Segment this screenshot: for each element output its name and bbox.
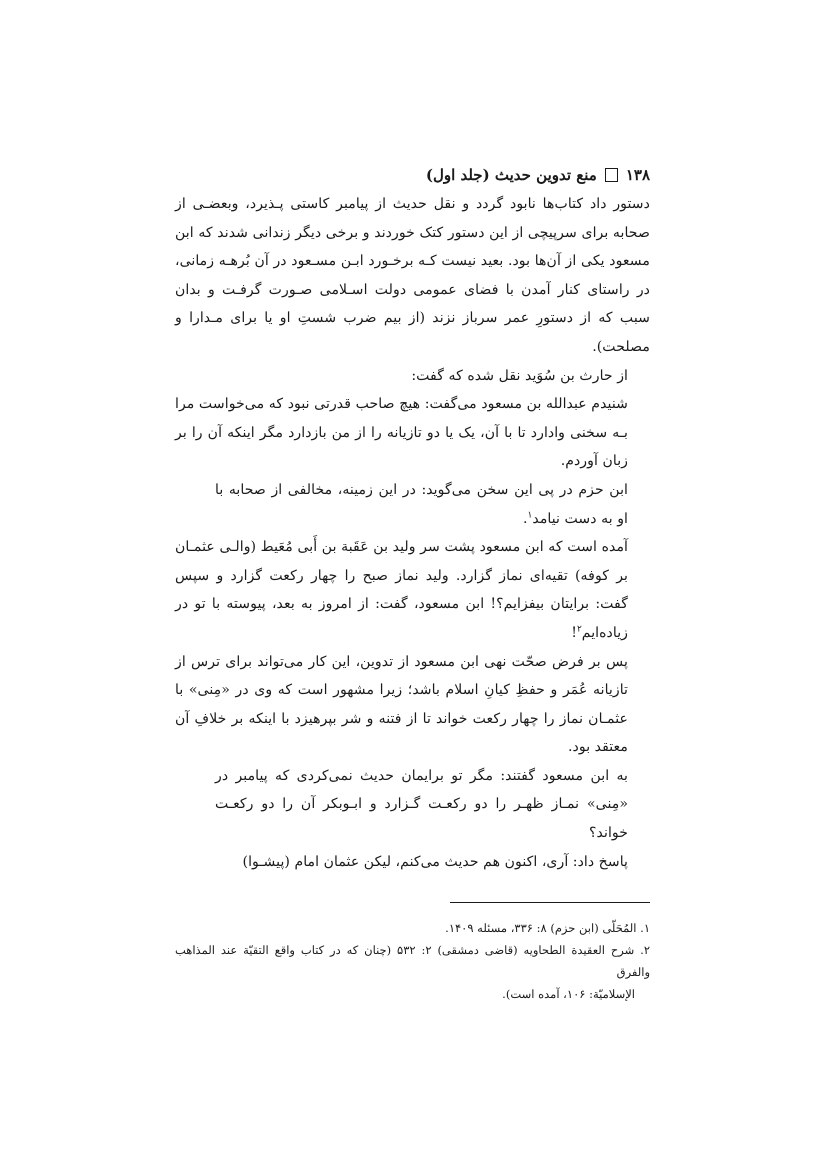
book-title: منع تدوین حدیث (جلد اول) — [425, 165, 597, 184]
paragraph-2: از حارث بن سُوَید نقل شده که گفت: — [411, 367, 628, 384]
footnote-number: ۱. — [640, 921, 650, 936]
page-content — [175, 160, 650, 1005]
quote-ibn-masud — [175, 390, 650, 476]
footnotes — [175, 917, 650, 1005]
page-number: ۱۳۸ — [625, 165, 650, 184]
paragraph-7: به ابن مسعود گفتند: مگر تو برایمان حدیث نمی‌کردی که پیامبر در «مِنی» نمـاز ظهـر را دو رکعـت گـزارد و ابـوبکر آن را دو رکعـت خواند؟ — [215, 767, 628, 842]
quote-text: شنیدم عبدالله بن مسعود می‌گفت: هیچ صاحب قدرتی نبود که می‌خواست مرا بـه سخنی وادارد تا با آن، یک یا دو تازیانه را از من بازدارد مگر اینکه آن را بر زبان آوردم. — [175, 396, 628, 470]
paragraph-1: دستور داد کتاب‌ها نابود گردد و نقل حدیث از پیامبر کاستی پـذیرد، وبعضـی از صحابه برای سرپیچی از این دستور کتک خوردند و برخی دیگر زندانی شدند که ابن مسعود یکی از آن‌ها بود. بعید نیست کـه برخـورد ابـن مسـعود در آن بُرهـه زمانی، در راستای کنار آمدن با فضای عمومی دولت اسـلامی صـورت گرفـت و بدان سبب که از دستورِ عمر سرباز نزند (از بیم ضرب شستِ او یا برای مـدارا و مصلحت). — [175, 196, 650, 355]
walid-text: آمده است که ابن مسعود پشت سر ولید بن عَقَبة بن أَبی مُعَیط (والـی عثمـان بر کوفه) تقیه‌ای نماز گزارد. ولید نماز صبح را چهار رکعت گزارد و سپس گفت: برایتان بیفزایم؟! ابن مسعود، گفت: از امروز به بعد، پیوسته با تو در زیاده‌ایم — [175, 539, 628, 641]
footnote-continuation: الإسلامیّة: ۱۰۶، آمده است). — [502, 987, 635, 1002]
square-ornament-icon — [605, 168, 618, 182]
footnote-number: ۲. — [640, 943, 651, 958]
paragraph-8: پاسخ داد: آری، اکنون هم حدیث می‌کنم، لیکن عثمان امام (پیشـوا) — [242, 853, 628, 870]
footnote-text: شرح العقیدة الطحاویه (قاضی دمشقی) ۲: ۵۳۲ (چنان که در کتاب واقع التقیّة عند المذاهب والفرق — [175, 943, 650, 980]
footnote-2 — [175, 939, 650, 1005]
paragraph-walid: آمده است که ابن مسعود پشت سر ولید بن عَقَبة بن أَبی مُعَیط (والـی عثمـان بر کوفه) تقیه‌ای نماز گزارد. ولید نماز صبح را چهار رکعت گزارد و سپس گفت: برایتان بیفزایم؟! ابن مسعود، گفت: از امروز به بعد، پیوسته با تو در زیاده‌ایم$^۲$! — [175, 539, 628, 641]
ibn-hazm-text: ابن حزم در پی این سخن می‌گوید: در این زمینه، مخالفی از صحابه با او به دست نیامد — [215, 481, 628, 527]
running-header — [175, 160, 650, 190]
footnote-divider — [450, 902, 650, 903]
paragraph-6: پس بر فرض صحّت نهی ابن مسعود از تدوین، این کار می‌تواند برای ترس از تازیانه عُمَر و حفظِ کیانِ اسلام باشد؛ زیرا مشهور است که وی در «مِنی» با عثمـان نماز را چهار رکعت خواند تا از فتنه و شر بپرهیزد با اینکه بر خلافِ آن معتقد بود. — [175, 653, 628, 756]
footnote-ref-1[interactable]: ۱ — [527, 509, 533, 520]
footnote-text: المُحَلّی (ابن حزم) ۸: ۳۳۶، مسئله ۱۴۰۹. — [445, 921, 637, 936]
footnote-ref-2[interactable]: ۲ — [576, 624, 582, 635]
footnote-1 — [175, 917, 650, 939]
paragraph-ibn-hazm: ابن حزم در پی این سخن می‌گوید: در این زمینه، مخالفی از صحابه با او به دست نیامد$^۱$. — [215, 481, 628, 527]
